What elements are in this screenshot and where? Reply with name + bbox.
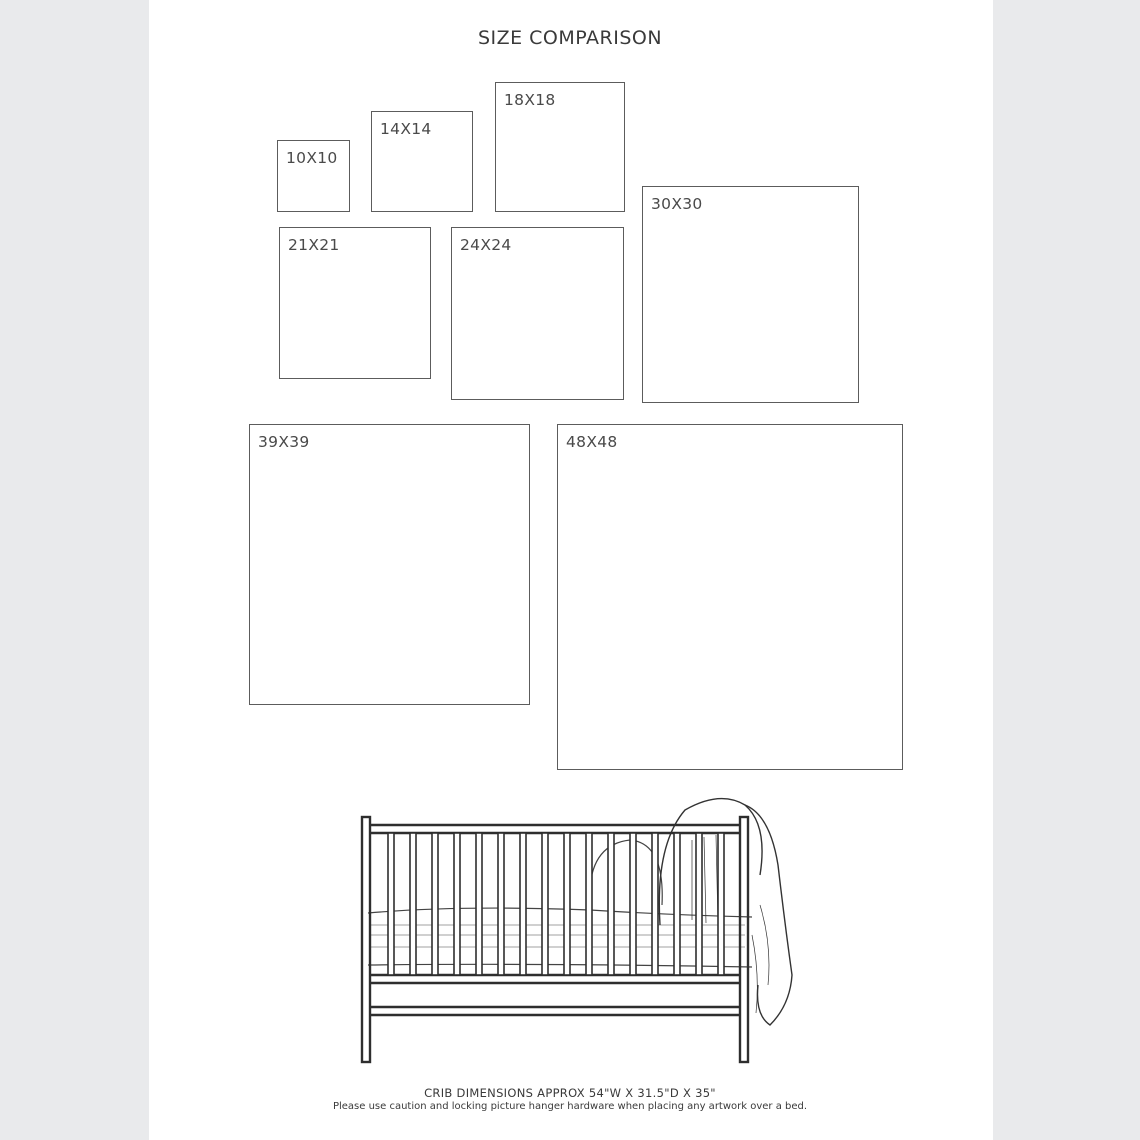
frame-14x14 [371, 111, 473, 212]
page-title: SIZE COMPARISON [477, 27, 663, 49]
frame-label: 30X30 [651, 195, 703, 213]
frame-39x39 [249, 424, 530, 705]
frame-24x24 [451, 227, 624, 400]
frame-label: 48X48 [566, 433, 618, 451]
crib-frame [362, 817, 748, 1062]
frame-label: 21X21 [288, 236, 340, 254]
safety-note: Please use caution and locking picture hanger hardware when placing any artwork over a bed. [332, 1101, 808, 1112]
frame-10x10 [277, 140, 350, 212]
frame-18x18 [495, 82, 625, 212]
frame-label: 39X39 [258, 433, 310, 451]
crib-dimensions-caption: CRIB DIMENSIONS APPROX 54"W X 31.5"D X 35" [424, 1086, 716, 1100]
crib-slats [388, 833, 724, 975]
frame-21x21 [279, 227, 431, 379]
frame-label: 14X14 [380, 120, 432, 138]
crib-mattress [368, 908, 752, 967]
frame-48x48 [557, 424, 903, 770]
frame-label: 10X10 [286, 149, 338, 167]
crib-illustration [340, 785, 810, 1070]
frame-label: 24X24 [460, 236, 512, 254]
frame-30x30 [642, 186, 859, 403]
frame-label: 18X18 [504, 91, 556, 109]
